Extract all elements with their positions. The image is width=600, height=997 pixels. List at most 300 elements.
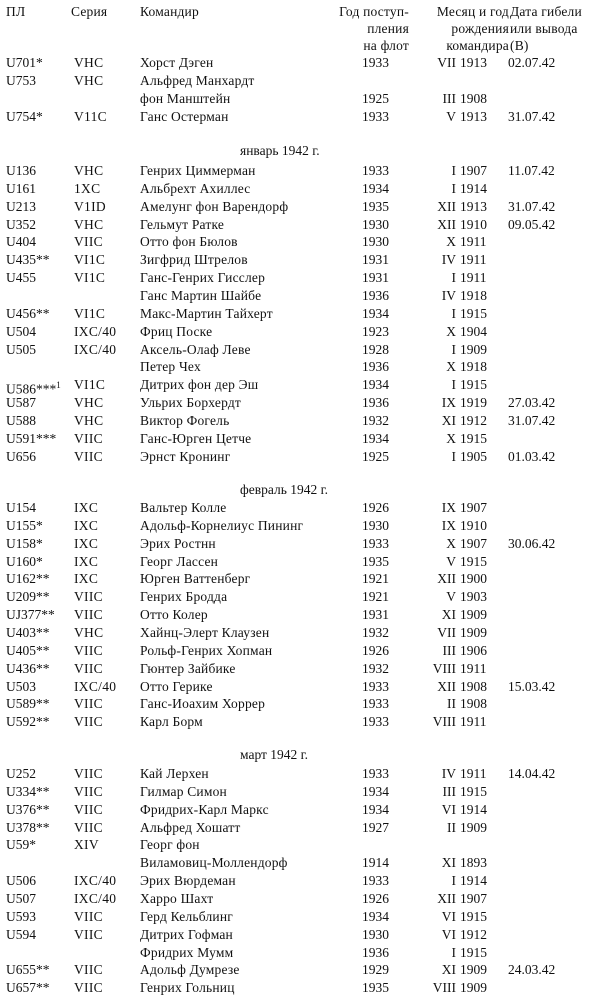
birth-month-cell: I [451,944,456,960]
birth-month-cell: XI [441,607,456,623]
birth-month-cell: I [451,341,456,357]
birth-year-cell: 1915 [460,908,487,924]
commander-cell: Эрих Ростнн [140,535,216,551]
birth-year-cell: 1910 [460,216,487,232]
table-row [0,180,600,198]
year-entered-cell: 1933 [362,108,389,124]
birth-year-cell: 1909 [460,624,487,640]
year-entered-cell: 1930 [362,926,389,942]
birth-month-cell: V [446,553,456,569]
commander-cell: фон Манштейн [140,90,231,106]
commander-cell: Фридрих-Карл Маркс [140,801,269,817]
death-date-cell: 11.07.42 [508,163,555,178]
birth-year-cell: 1918 [460,287,487,303]
birth-month-cell: VI [441,801,456,817]
birth-month-cell: XII [437,216,456,232]
birth-year-cell: 1915 [460,430,487,446]
submarine-number: U403** [6,624,50,640]
table-row [0,979,600,997]
birth-year-cell: 1909 [460,962,487,978]
birth-month-cell: IX [441,500,456,515]
birth-year-cell: 1911 [460,252,487,268]
submarine-number: U209** [6,589,50,605]
series-cell: 1XC [74,180,101,196]
commander-cell: Кай Лерхен [140,766,209,781]
year-entered-cell: 1933 [362,696,389,712]
table-row [0,588,600,606]
birth-year-cell: 1909 [460,341,487,357]
submarine-number: U155* [6,517,43,533]
submarine-number: U455 [6,270,36,286]
death-date-cell: 09.05.42 [508,216,556,232]
year-entered-cell: 1929 [362,962,389,978]
submarine-number: U593 [6,908,36,924]
year-entered-cell: 1934 [362,908,389,924]
death-date-cell: 14.04.42 [508,766,556,781]
submarine-number: U160* [6,553,43,569]
header-birth: Месяц и год рождения командира [436,4,509,53]
year-entered-cell: 1933 [362,55,389,70]
series-cell: VIIC [74,234,103,250]
birth-month-cell: X [446,430,456,446]
table-row [0,108,600,126]
commander-cell: Харро Шахт [140,890,214,906]
table-row [0,854,600,872]
birth-month-cell: XI [441,412,456,428]
series-cell: IXC [74,553,99,569]
table-row [0,251,600,269]
birth-year-cell: 1910 [460,517,487,533]
submarine-number: U436** [6,660,50,676]
section-title: март 1942 г. [240,747,309,762]
commander-cell: Виламовиц-Моллендорф [140,855,288,871]
death-date-cell: 01.03.42 [508,448,556,464]
birth-month-cell: IV [441,287,456,303]
birth-month-cell: X [446,234,456,250]
birth-month-cell: II [447,819,456,835]
commander-cell: Адольф Думрезе [140,962,240,978]
submarine-number: UJ377** [6,607,55,623]
table-row [0,54,600,72]
table-row [0,535,600,553]
series-cell: VIIC [74,448,103,464]
year-entered-cell: 1931 [362,270,389,286]
table-row [0,90,600,108]
commander-cell: Хорст Дэген [140,55,214,70]
birth-month-cell: III [442,90,456,106]
year-entered-cell: 1923 [362,323,389,339]
commander-cell: Герд Кельблинг [140,908,234,924]
submarine-number: U589** [6,696,50,712]
year-entered-cell: 1935 [362,198,389,214]
commander-cell: Дитрих Гофман [140,926,233,942]
year-entered-cell: 1933 [362,163,389,178]
year-entered-cell: 1914 [362,855,389,871]
birth-month-cell: I [451,448,456,464]
birth-month-cell: IX [441,517,456,533]
commander-cell: Георг Лассен [140,553,219,569]
table-row [0,269,600,287]
birth-month-cell: VII [437,624,456,640]
submarine-number: U657** [6,980,50,996]
table-row [0,801,600,819]
birth-month-cell: I [451,377,456,393]
series-cell: VHC [74,624,104,640]
birth-year-cell: 1904 [460,323,487,339]
year-entered-cell: 1936 [362,944,389,960]
submarine-number: U352 [6,216,36,232]
birth-month-cell: VI [441,908,456,924]
submarine-number: U456** [6,305,50,321]
birth-year-cell: 1915 [460,305,487,321]
birth-month-cell: XI [441,962,456,978]
table-row [0,660,600,678]
birth-year-cell: 1903 [460,589,487,605]
year-entered-cell: 1930 [362,517,389,533]
commander-cell: Альфред Манхардт [140,72,255,88]
submarine-number: U591*** [6,430,57,446]
section-title: январь 1942 г. [240,143,320,158]
commander-cell: Ульрих Борхердт [140,395,242,411]
series-cell: IXC [74,571,99,587]
birth-year-cell: 1893 [460,855,487,871]
submarine-number: U136 [6,163,36,178]
submarine-number: U505 [6,341,36,357]
birth-month-cell: X [446,359,456,375]
series-cell: IXC/40 [74,890,117,906]
year-entered-cell: 1930 [362,216,389,232]
commander-cell: Вальтер Колле [140,500,227,515]
year-entered-cell: 1921 [362,571,389,587]
commander-cell: Амелунг фон Варендорф [140,198,289,214]
series-cell: V11C [74,108,107,124]
table-row [0,216,600,234]
commander-cell: Гюнтер Зайбике [140,660,236,676]
commander-cell: Альбрехт Ахиллес [140,180,251,196]
series-cell: VI1C [74,377,106,393]
birth-month-cell: VI [441,926,456,942]
birth-year-cell: 1908 [460,678,487,694]
commander-cell: Ганс-Генрих Гисслер [140,270,266,286]
header-pl: ПЛ [6,4,26,19]
birth-year-cell: 1907 [460,163,487,178]
year-entered-cell: 1934 [362,180,389,196]
table-row [0,570,600,588]
table-row [0,908,600,926]
birth-year-cell: 1900 [460,571,487,587]
submarine-number: U701* [6,55,43,70]
submarine-number: U592** [6,714,50,730]
commander-cell: Зигфрид Штрелов [140,252,248,268]
birth-year-cell: 1913 [460,198,487,214]
year-entered-cell: 1932 [362,624,389,640]
table-row [0,765,600,783]
table-row [0,305,600,323]
commander-cell: Генрих Гольниц [140,980,235,996]
birth-month-cell: XII [437,678,456,694]
commander-cell: Хайнц-Элерт Клаузен [140,624,270,640]
submarine-number: U154 [6,500,36,515]
birth-year-cell: 1913 [460,55,487,70]
death-date-cell: 02.07.42 [508,55,556,70]
birth-month-cell: VIII [432,980,456,996]
year-entered-cell: 1935 [362,980,389,996]
table-row [0,819,600,837]
year-entered-cell: 1932 [362,660,389,676]
submarine-number: U59* [6,837,36,853]
birth-year-cell: 1913 [460,108,487,124]
table-row [0,642,600,660]
table-row [0,394,600,412]
submarine-number: U404 [6,234,36,250]
commander-cell: Ганс-Юрген Цетче [140,430,252,446]
birth-month-cell: I [451,305,456,321]
table-row [0,890,600,908]
submarine-number: U503 [6,678,36,694]
birth-month-cell: XI [441,855,456,871]
series-cell: VHC [74,163,104,178]
year-entered-cell: 1934 [362,377,389,393]
birth-year-cell: 1908 [460,90,487,106]
submarine-number: U594 [6,926,36,942]
commander-cell: Георг фон [140,837,200,853]
commander-cell: Аксель-Олаф Леве [140,341,251,357]
series-cell: IXC [74,535,99,551]
table-row [0,341,600,359]
birth-month-cell: II [447,696,456,712]
year-entered-cell: 1933 [362,714,389,730]
birth-year-cell: 1912 [460,926,487,942]
birth-year-cell: 1918 [460,359,487,375]
series-cell: VIIC [74,660,103,676]
table-row [0,517,600,535]
header-series: Серия [71,4,108,19]
series-cell: VIIC [74,819,103,835]
series-cell: VHC [74,72,104,88]
submarine-number: U754* [6,108,43,124]
series-cell: VIIC [74,908,103,924]
year-entered-cell: 1932 [362,412,389,428]
table-row [0,553,600,571]
submarine-number: U213 [6,198,36,214]
submarine-number: U507 [6,890,36,906]
year-entered-cell: 1927 [362,819,389,835]
commander-cell: Макс-Мартин Тайхерт [140,305,273,321]
table-row [0,606,600,624]
birth-year-cell: 1914 [460,873,487,889]
series-cell: IXC/40 [74,873,117,889]
death-date-cell: 30.06.42 [508,535,556,551]
birth-month-cell: V [446,108,456,124]
commander-cell: Рольф-Генрих Хопман [140,642,273,658]
series-cell: VHC [74,395,104,411]
series-cell: XIV [74,837,99,853]
commander-cell: Ганс Мартин Шайбе [140,287,262,303]
commander-cell: Ганс-Иоахим Хоррер [140,696,266,712]
table-row [0,836,600,854]
series-cell: VI1C [74,270,106,286]
table-row [0,713,600,731]
birth-month-cell: XII [437,890,456,906]
table-row [0,376,600,397]
year-entered-cell: 1931 [362,252,389,268]
year-entered-cell: 1928 [362,341,389,357]
series-cell: VIIC [74,926,103,942]
commander-cell: Петер Чех [140,359,201,375]
commander-cell: Генрих Циммерман [140,163,256,178]
year-entered-cell: 1925 [362,90,389,106]
birth-year-cell: 1907 [460,535,487,551]
submarine-number: U655** [6,962,50,978]
birth-year-cell: 1909 [460,819,487,835]
year-entered-cell: 1921 [362,589,389,605]
birth-year-cell: 1915 [460,783,487,799]
series-cell: IXC/40 [74,341,117,357]
year-entered-cell: 1934 [362,783,389,799]
birth-month-cell: IV [441,766,456,781]
year-entered-cell: 1933 [362,678,389,694]
commander-cell: Альфред Хошатт [140,819,241,835]
birth-month-cell: I [451,873,456,889]
commander-cell: Эрнст Кронинг [140,448,231,464]
year-entered-cell: 1930 [362,234,389,250]
year-entered-cell: 1925 [362,448,389,464]
birth-year-cell: 1911 [460,714,487,730]
series-cell: IXC/40 [74,678,117,694]
series-cell: VIIC [74,714,103,730]
birth-month-cell: IV [441,252,456,268]
series-cell: IXC/40 [74,323,117,339]
year-entered-cell: 1933 [362,535,389,551]
birth-month-cell: X [446,535,456,551]
commander-cell: Юрген Ваттенберг [140,571,251,587]
birth-year-cell: 1905 [460,448,487,464]
birth-year-cell: 1911 [460,270,487,286]
commander-cell: Фриц Поске [140,323,213,339]
birth-month-cell: VII [437,55,456,70]
year-entered-cell: 1936 [362,359,389,375]
birth-year-cell: 1915 [460,944,487,960]
submarine-number: U753 [6,72,36,88]
birth-month-cell: I [451,180,456,196]
year-entered-cell: 1936 [362,395,389,411]
series-cell: VIIC [74,783,103,799]
series-cell: VIIC [74,962,103,978]
year-entered-cell: 1934 [362,430,389,446]
birth-year-cell: 1915 [460,377,487,393]
submarine-number: U334** [6,783,50,799]
table-row [0,624,600,642]
commander-cell: Карл Борм [140,714,203,730]
death-date-cell: 31.07.42 [508,108,556,124]
death-date-cell: 24.03.42 [508,962,556,978]
series-cell: VI1C [74,252,106,268]
table-row [0,783,600,801]
commander-cell: Адольф-Корнелиус Пининг [140,517,304,533]
birth-year-cell: 1914 [460,801,487,817]
birth-year-cell: 1911 [460,660,487,676]
commander-cell: Отто Герике [140,678,213,694]
submarine-number: U588 [6,412,36,428]
year-entered-cell: 1926 [362,500,389,515]
birth-year-cell: 1912 [460,412,487,428]
table-row [0,72,600,90]
commander-cell: Отто Колер [140,607,208,623]
year-entered-cell: 1926 [362,642,389,658]
birth-month-cell: VIII [432,660,456,676]
submarine-number: U405** [6,642,50,658]
table-row [0,499,600,517]
birth-month-cell: III [442,642,456,658]
submarine-number: U587 [6,395,36,411]
year-entered-cell: 1933 [362,766,389,781]
table-row [0,198,600,216]
series-cell: VHC [74,412,104,428]
table-row [0,287,600,305]
commander-cell: Фридрих Мумм [140,944,234,960]
birth-month-cell: XII [437,571,456,587]
commander-cell: Генрих Бродда [140,589,228,605]
submarine-number: U435** [6,252,50,268]
year-entered-cell: 1933 [362,873,389,889]
header-commander: Командир [140,4,199,19]
birth-month-cell: X [446,323,456,339]
birth-month-cell: III [442,783,456,799]
birth-year-cell: 1915 [460,553,487,569]
commander-cell: Эрих Вюрдеман [140,873,236,889]
submarine-number: U161 [6,180,36,196]
birth-year-cell: 1919 [460,395,487,411]
series-cell: VIIC [74,430,103,446]
birth-year-cell: 1914 [460,180,487,196]
series-cell: VIIC [74,801,103,817]
birth-year-cell: 1906 [460,642,487,658]
death-date-cell: 31.07.42 [508,198,556,214]
birth-year-cell: 1907 [460,890,487,906]
commander-cell: Дитрих фон дер Эш [140,377,259,393]
submarine-number: U252 [6,766,36,781]
submarine-number: U378** [6,819,50,835]
series-cell: VIIC [74,607,103,623]
birth-month-cell: V [446,589,456,605]
series-cell: VHC [74,55,104,70]
table-row [0,944,600,962]
commander-cell: Виктор Фогель [140,412,230,428]
birth-year-cell: 1911 [460,766,487,781]
table-row [0,162,600,180]
table-row [0,412,600,430]
birth-year-cell: 1909 [460,980,487,996]
birth-year-cell: 1907 [460,500,487,515]
year-entered-cell: 1926 [362,890,389,906]
table-row [0,926,600,944]
table-row [0,448,600,466]
series-cell: VHC [74,216,104,232]
death-date-cell: 15.03.42 [508,678,556,694]
year-entered-cell: 1934 [362,305,389,321]
submarine-number: U162** [6,571,50,587]
table-row [0,233,600,251]
footnote-marker: 1 [56,380,61,391]
series-cell: VI1C [74,305,106,321]
death-date-cell: 31.07.42 [508,412,556,428]
series-cell: V1ID [74,198,106,214]
table-row [0,678,600,696]
birth-month-cell: IX [441,395,456,411]
commander-cell: Гельмут Ратке [140,216,225,232]
table-row [0,358,600,376]
birth-year-cell: 1909 [460,607,487,623]
